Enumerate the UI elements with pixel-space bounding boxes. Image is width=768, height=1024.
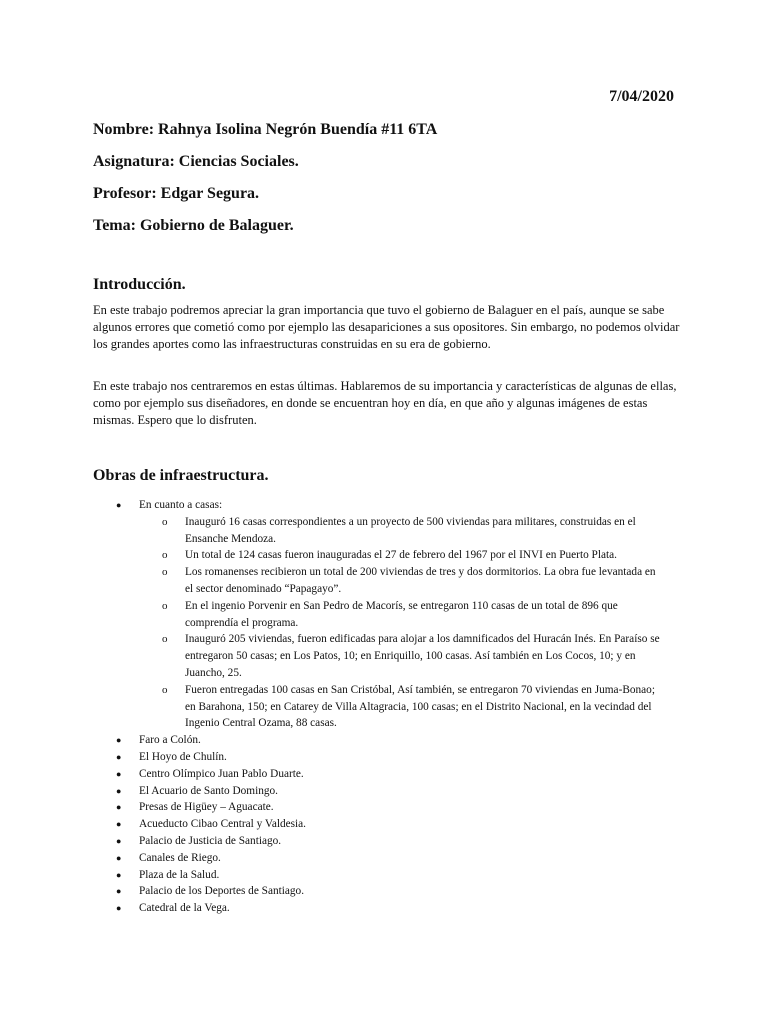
circle-bullet-icon: o: [162, 566, 168, 579]
bullet-icon: ●: [116, 886, 122, 897]
bullet-icon: ●: [116, 819, 122, 830]
bullet-icon: ●: [116, 500, 122, 510]
list-item: [114, 799, 674, 816]
list-item: [114, 783, 674, 800]
list-item-text: Palacio de los Deportes de Santiago.: [139, 885, 305, 898]
list-item-text: Faro a Colón.: [139, 734, 201, 747]
sub-list-item: [160, 631, 660, 681]
sub-list-item-text: Fueron entregadas 100 casas en San Cristóbal, Así también, se entregaron 70 viviendas en Juma-Bonao; en Barahona, 150; en Catarey de Villa Altagracia, 100 casas; en el Distrito Nacional, en la vecindad del Ingenio Central Ozama, 88 casas.: [185, 683, 655, 730]
list-item: [114, 749, 674, 766]
intro-paragraph-1: En este trabajo podremos apreciar la gran importancia que tuvo el gobierno de Balaguer en el país, aunque se sabe algunos errores que cometió como por ejemplo las desapariciones a sus opositores. Sin embargo, no podemos olvidar los grandes aportes como las infraestructuras construidas en su era de gobierno.: [93, 303, 680, 351]
list-item: [114, 867, 674, 884]
houses-label: En cuanto a casas:: [139, 499, 223, 511]
list-item-text: El Hoyo de Chulín.: [139, 750, 227, 763]
bullet-icon: ●: [116, 751, 122, 762]
list-item: [114, 883, 674, 900]
list-item: [114, 766, 674, 783]
list-item: [114, 850, 674, 867]
sub-list-item: [160, 598, 660, 632]
subject-line: Asignatura: Ciencias Sociales.: [93, 153, 299, 170]
works-heading: Obras de infraestructura.: [93, 467, 269, 484]
teacher-line: Profesor: Edgar Segura.: [93, 185, 260, 202]
bullet-icon: ●: [116, 869, 122, 880]
sub-list-item-text: Un total de 124 casas fueron inauguradas el 27 de febrero del 1967 por el INVI en Puerto Plata.: [185, 549, 617, 562]
document-header: [93, 120, 683, 248]
list-item: [114, 833, 674, 850]
bullet-icon: ●: [116, 903, 122, 914]
bullet-icon: ●: [116, 768, 122, 779]
bullet-icon: ●: [116, 835, 122, 846]
sub-list-item-text: Inauguró 205 viviendas, fueron edificadas para alojar a los damnificados del Huracán Inés. En Paraíso se entregaron 50 casas; en Los Patos, 10; en Enriquillo, 100 casas. Así también en Los Cocos, 10; y en Juancho, 25.: [185, 633, 660, 679]
houses-sublist: [114, 514, 674, 732]
document-date: 7/04/2020: [609, 88, 674, 105]
list-item-text: Acueducto Cibao Central y Valdesia.: [139, 818, 307, 831]
list-item: [114, 497, 674, 514]
list-item: [114, 816, 674, 833]
list-item: [114, 900, 674, 917]
bullet-icon: ●: [116, 785, 122, 796]
sub-list-item: [160, 682, 660, 732]
sub-list-item: [160, 547, 660, 564]
intro-heading: Introducción.: [93, 276, 186, 293]
sub-list-item-text: En el ingenio Porvenir en San Pedro de Macorís, se entregaron 110 casas de un total de 896 que comprendía el programa.: [185, 599, 618, 629]
circle-bullet-icon: o: [162, 599, 168, 612]
circle-bullet-icon: o: [162, 515, 168, 528]
bullet-icon: ●: [116, 802, 122, 813]
list-item: [114, 732, 674, 749]
list-item-text: Canales de Riego.: [139, 851, 221, 864]
bullet-icon: ●: [116, 852, 122, 863]
sub-list-item: [160, 564, 660, 598]
works-list: [114, 497, 674, 917]
sub-list-item: [160, 514, 660, 548]
circle-bullet-icon: o: [162, 633, 168, 646]
sub-list-item-text: Los romanenses recibieron un total de 200 viviendas de tres y dos dormitorios. La obra fue levantada en el sector denominado “Papagayo”.: [185, 566, 656, 595]
list-item-text: Centro Olímpico Juan Pablo Duarte.: [139, 767, 304, 780]
intro-paragraph-2: En este trabajo nos centraremos en estas últimas. Hablaremos de su importancia y características de algunas de ellas, como por ejemplo sus diseñadores, en donde se encuentran hoy en día, en que año y algunas imágenes de estas mismas. Espero que lo disfruten.: [93, 379, 677, 427]
student-name: Nombre: Rahnya Isolina Negrón Buendía #11 6TA: [93, 121, 438, 138]
list-item-text: Palacio de Justicia de Santiago.: [139, 834, 282, 847]
circle-bullet-icon: o: [162, 549, 168, 562]
list-item-text: Presas de Higüey – Aguacate.: [139, 801, 274, 814]
bullet-icon: ●: [116, 735, 122, 746]
topic-line: Tema: Gobierno de Balaguer.: [93, 217, 294, 234]
list-item-text: Catedral de la Vega.: [139, 902, 230, 915]
list-item-text: Plaza de la Salud.: [139, 868, 220, 881]
list-item-text: El Acuario de Santo Domingo.: [139, 784, 278, 797]
circle-bullet-icon: o: [162, 683, 168, 696]
sub-list-item-text: Inauguró 16 casas correspondientes a un proyecto de 500 viviendas para militares, construidas en el Ensanche Mendoza.: [185, 515, 636, 545]
